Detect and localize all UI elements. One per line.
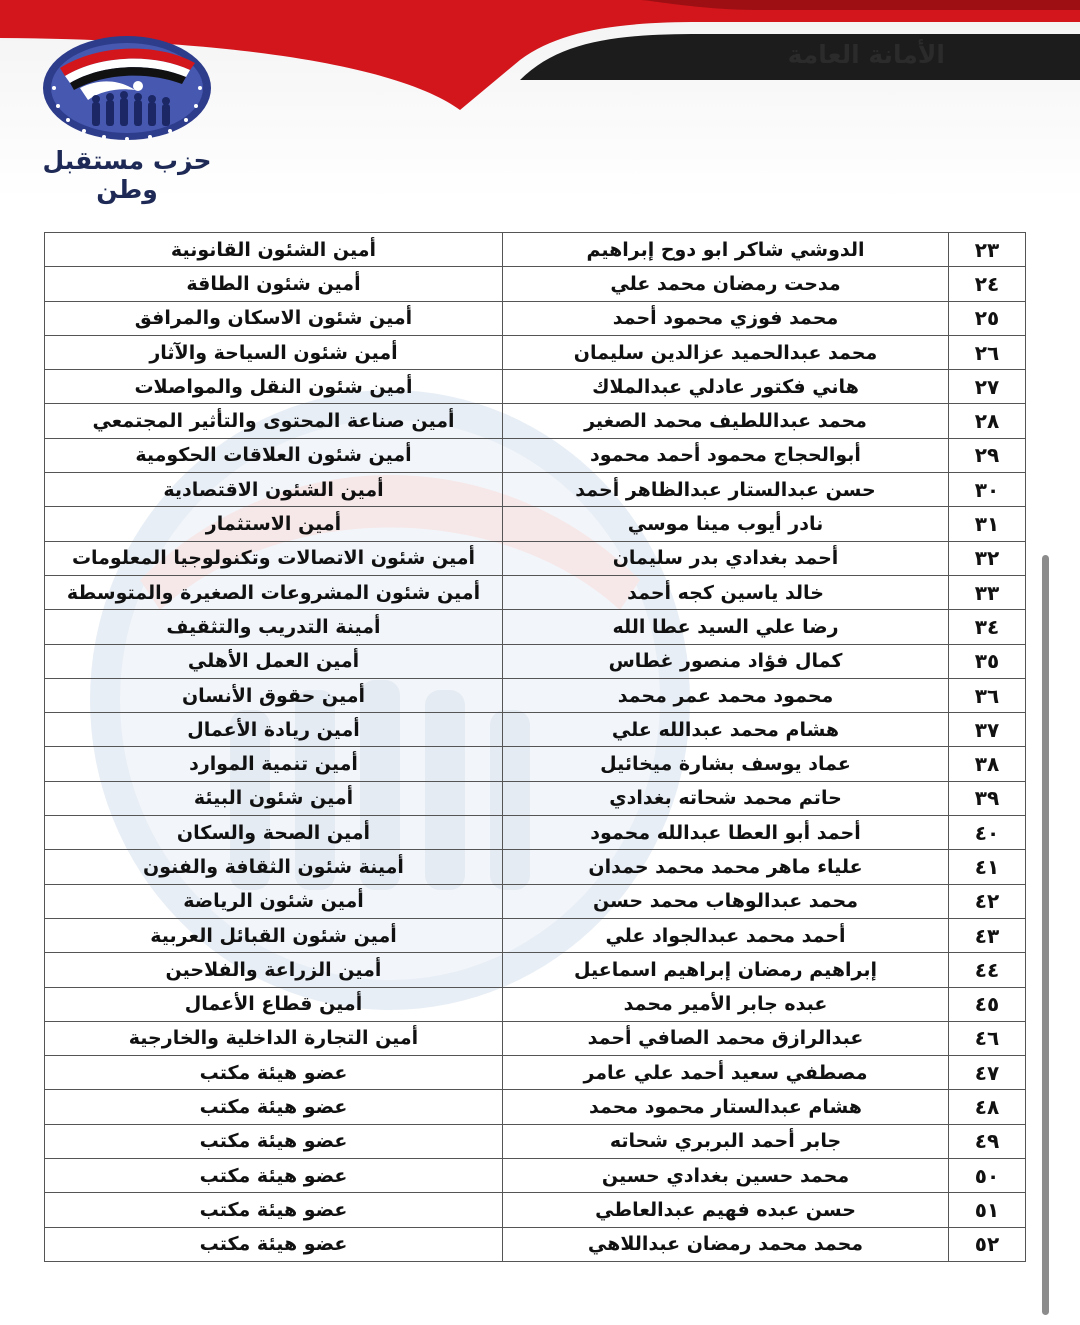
row-number: ٣٣ (949, 575, 1026, 609)
member-name: عبده جابر الأمير محمد (503, 987, 949, 1021)
table-row (45, 541, 1026, 575)
table-row (45, 301, 1026, 335)
row-number: ٤٠ (949, 816, 1026, 850)
member-name: محمد عبدالوهاب محمد حسن (503, 884, 949, 918)
member-name: عبدالرازق محمد الصافي أحمد (503, 1021, 949, 1055)
member-name: أحمد محمد عبدالجواد علي (503, 918, 949, 952)
member-role: أمين الاستثمار (45, 507, 503, 541)
row-number: ٢٧ (949, 370, 1026, 404)
table-row (45, 713, 1026, 747)
member-role: أمين الشئون الاقتصادية (45, 473, 503, 507)
table-row (45, 370, 1026, 404)
member-role: عضو هيئة مكتب (45, 1193, 503, 1227)
member-role: عضو هيئة مكتب (45, 1227, 503, 1261)
table-row (45, 918, 1026, 952)
row-number: ٤٦ (949, 1021, 1026, 1055)
row-number: ٣٢ (949, 541, 1026, 575)
table-row (45, 267, 1026, 301)
table-row (45, 850, 1026, 884)
row-number: ٢٥ (949, 301, 1026, 335)
table-row (45, 1193, 1026, 1227)
member-name: أحمد بغدادي بدر سليمان (503, 541, 949, 575)
member-name: حاتم محمد شحاته بغدادي (503, 781, 949, 815)
member-role: أمينة شئون الثقافة والفنون (45, 850, 503, 884)
table-row (45, 1124, 1026, 1158)
row-number: ٢٩ (949, 438, 1026, 472)
member-name: إبراهيم رمضان إبراهيم اسماعيل (503, 953, 949, 987)
member-name: مدحت رمضان محمد علي (503, 267, 949, 301)
member-role: أمين صناعة المحتوى والتأثير المجتمعي (45, 404, 503, 438)
member-role: أمين شئون الاتصالات وتكنولوجيا المعلومات (45, 541, 503, 575)
table-row (45, 953, 1026, 987)
member-name: هاني فكتور عادلي عبدالملاك (503, 370, 949, 404)
table-row (45, 233, 1026, 267)
row-number: ٣١ (949, 507, 1026, 541)
member-role: أمين الصحة والسكان (45, 816, 503, 850)
member-role: أمين الزراعة والفلاحين (45, 953, 503, 987)
row-number: ٣٨ (949, 747, 1026, 781)
member-role: أمين شئون العلاقات الحكومية (45, 438, 503, 472)
vertical-scrollbar[interactable] (1042, 555, 1049, 1315)
page-header (0, 0, 1080, 204)
table-row (45, 575, 1026, 609)
row-number: ٣٥ (949, 644, 1026, 678)
row-number: ٥٠ (949, 1159, 1026, 1193)
party-logo (40, 28, 215, 143)
member-role: أمين شئون القبائل العربية (45, 918, 503, 952)
member-name: محمد محمد رمضان عبداللاهي (503, 1227, 949, 1261)
member-role: عضو هيئة مكتب (45, 1124, 503, 1158)
row-number: ٣٤ (949, 610, 1026, 644)
member-role: أمين شئون النقل والمواصلات (45, 370, 503, 404)
table-row (45, 678, 1026, 712)
table-row (45, 1090, 1026, 1124)
table-row (45, 438, 1026, 472)
row-number: ٥١ (949, 1193, 1026, 1227)
row-number: ٣٩ (949, 781, 1026, 815)
member-role: أمين شئون البيئة (45, 781, 503, 815)
member-name: هشام محمد عبدالله علي (503, 713, 949, 747)
member-role: أمين شئون السياحة والآثار (45, 335, 503, 369)
member-name: محمد عبداللطيف محمد الصغير (503, 404, 949, 438)
members-table-container (44, 232, 1026, 1262)
member-role: أمين قطاع الأعمال (45, 987, 503, 1021)
row-number: ٣٠ (949, 473, 1026, 507)
member-name: محمد فوزي محمود أحمد (503, 301, 949, 335)
member-role: أمينة التدريب والتثقيف (45, 610, 503, 644)
table-row (45, 747, 1026, 781)
table-row (45, 404, 1026, 438)
row-number: ٣٦ (949, 678, 1026, 712)
member-role: أمين التجارة الداخلية والخارجية (45, 1021, 503, 1055)
member-name: محمد عبدالحميد عزالدين سليمان (503, 335, 949, 369)
row-number: ٤٩ (949, 1124, 1026, 1158)
table-row (45, 1056, 1026, 1090)
table-row (45, 644, 1026, 678)
member-role: أمين ريادة الأعمال (45, 713, 503, 747)
member-name: جابر أحمد البربري شحاته (503, 1124, 949, 1158)
member-role: عضو هيئة مكتب (45, 1090, 503, 1124)
member-role: أمين شئون الطاقة (45, 267, 503, 301)
members-table-body (45, 233, 1026, 1262)
member-role: أمين شئون الرياضة (45, 884, 503, 918)
member-name: مصطفي سعيد أحمد علي عامر (503, 1056, 949, 1090)
member-name: نادر أيوب مينا موسي (503, 507, 949, 541)
member-role: أمين حقوق الأنسان (45, 678, 503, 712)
member-name: الدوشي شاكر ابو دوح إبراهيم (503, 233, 949, 267)
member-name: خالد ياسين كجه أحمد (503, 575, 949, 609)
party-name: حزب مستقبل وطن (42, 146, 212, 204)
row-number: ٥٢ (949, 1227, 1026, 1261)
table-row (45, 507, 1026, 541)
member-name: أحمد أبو العطا عبدالله محمود (503, 816, 949, 850)
row-number: ٤٥ (949, 987, 1026, 1021)
row-number: ٤٢ (949, 884, 1026, 918)
row-number: ٤٨ (949, 1090, 1026, 1124)
table-row (45, 1159, 1026, 1193)
table-row (45, 781, 1026, 815)
table-row (45, 473, 1026, 507)
row-number: ٢٤ (949, 267, 1026, 301)
member-role: أمين شئون الاسكان والمرافق (45, 301, 503, 335)
member-role: عضو هيئة مكتب (45, 1159, 503, 1193)
row-number: ٤٤ (949, 953, 1026, 987)
header-title: الأمانة العامة (787, 40, 945, 69)
member-name: محمود محمد عمر محمد (503, 678, 949, 712)
table-row (45, 610, 1026, 644)
member-name: أبوالحجاج محمود أحمد محمود (503, 438, 949, 472)
member-role: أمين شئون المشروعات الصغيرة والمتوسطة (45, 575, 503, 609)
member-role: عضو هيئة مكتب (45, 1056, 503, 1090)
member-role: أمين تنمية الموارد (45, 747, 503, 781)
member-name: حسن عبدالستار عبدالظاهر أحمد (503, 473, 949, 507)
table-row (45, 1227, 1026, 1261)
member-role: أمين العمل الأهلي (45, 644, 503, 678)
row-number: ٣٧ (949, 713, 1026, 747)
table-row (45, 335, 1026, 369)
table-row (45, 884, 1026, 918)
table-row (45, 987, 1026, 1021)
row-number: ٢٨ (949, 404, 1026, 438)
row-number: ٤٣ (949, 918, 1026, 952)
member-name: رضا علي السيد عطا الله (503, 610, 949, 644)
row-number: ٤١ (949, 850, 1026, 884)
member-name: كمال فؤاد منصور غطاس (503, 644, 949, 678)
members-table (44, 232, 1026, 1262)
member-name: هشام عبدالستار محمود محمد (503, 1090, 949, 1124)
row-number: ٢٦ (949, 335, 1026, 369)
member-role: أمين الشئون القانونية (45, 233, 503, 267)
table-row (45, 1021, 1026, 1055)
row-number: ٤٧ (949, 1056, 1026, 1090)
member-name: عماد يوسف بشارة ميخائيل (503, 747, 949, 781)
member-name: علياء ماهر محمد محمد حمدان (503, 850, 949, 884)
table-row (45, 816, 1026, 850)
member-name: محمد حسين بغدادي حسين (503, 1159, 949, 1193)
member-name: حسن عبده فهيم عبدالعاطي (503, 1193, 949, 1227)
row-number: ٢٣ (949, 233, 1026, 267)
